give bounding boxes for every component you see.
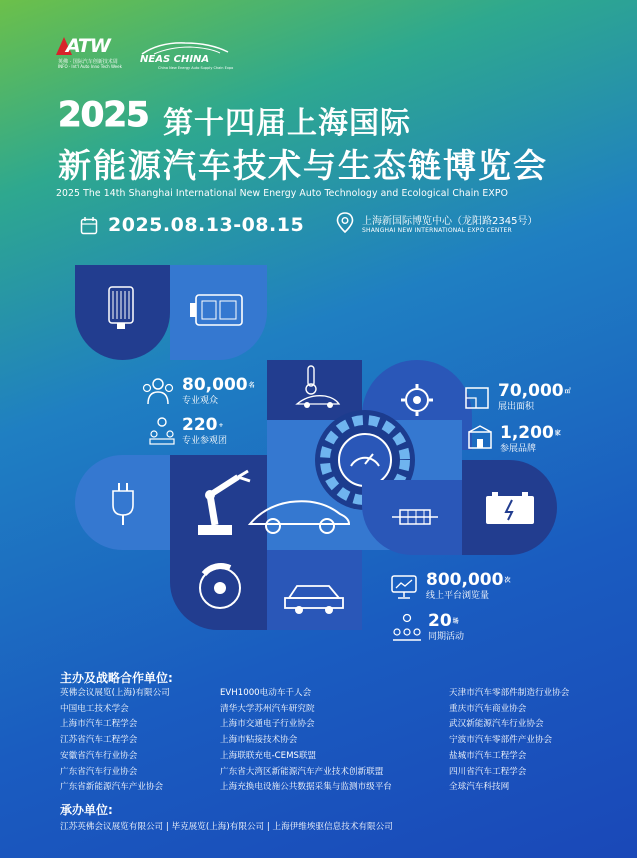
atw-logo-sub-en: INFO · Int'l Auto Inno Tech Week — [58, 64, 122, 69]
area-icon — [462, 382, 492, 412]
events-value: 20 — [428, 611, 452, 631]
stat-brands — [466, 424, 561, 455]
plug-icon — [75, 455, 170, 550]
atw-logo — [56, 37, 128, 69]
neas-china-logo — [140, 40, 234, 70]
organizer-item: 重庆市汽车商业协会 — [449, 703, 527, 714]
car-icon — [267, 550, 362, 630]
area-label: 展出面积 — [498, 402, 535, 412]
tile-motor — [75, 265, 170, 360]
organizer-item: 上海市交通电子行业协会 — [220, 719, 315, 730]
organizer-item: 广东省新能源汽车产业协会 — [60, 782, 164, 793]
visitors-label: 专业观众 — [182, 396, 219, 406]
organizer-item: 上海市粘接技术协会 — [220, 735, 298, 746]
subtitle-en: 2025 The 14th Shanghai International New Energy Auto Technology and Ecological Chain EXPO — [56, 188, 508, 199]
organizer-item: EVH1000电动车千人会 — [220, 688, 312, 698]
online-value: 800,000 — [426, 570, 504, 590]
motor-icon — [75, 265, 170, 360]
organizer-item: 盐城市汽车工程学会 — [449, 750, 527, 761]
stat-delegations — [148, 416, 227, 447]
delegations-label: 专业参观团 — [182, 436, 228, 446]
organizer-item: 武汉新能源汽车行业协会 — [449, 719, 544, 730]
tile-battery — [462, 460, 557, 555]
visitors-value: 80,000 — [182, 375, 248, 395]
organizer-item: 上海联联充电-CEMS联盟 — [220, 750, 317, 761]
visitors-unit: 名 — [248, 382, 255, 389]
meeting-icon — [392, 612, 422, 642]
atw-logo-text: ATW — [66, 35, 110, 57]
organizer-item: 中国电工技术学会 — [60, 703, 129, 714]
organizer-item: 广东省汽车行业协会 — [60, 766, 138, 777]
co-organizers-list: 江苏英佛会议展览有限公司 | 毕克展览(上海)有限公司 | 上海伊维埃驱信息技术有限公司 — [60, 822, 393, 832]
organizer-item: 四川省汽车工程学会 — [449, 766, 527, 777]
brands-label: 参展品牌 — [500, 444, 537, 454]
title-year: 2025 — [58, 95, 149, 135]
organizer-item: 广东省大湾区新能源汽车产业技术创新联盟 — [220, 766, 384, 777]
stat-area — [462, 382, 571, 413]
online-label: 线上平台浏览量 — [426, 591, 490, 601]
brake-disc-icon — [170, 550, 267, 630]
brands-value: 1,200 — [500, 423, 554, 443]
organizers-col1 — [60, 686, 170, 796]
delegations-value: 220 — [182, 415, 218, 435]
online-icon — [390, 571, 420, 601]
organizer-item: 全球汽车科技网 — [449, 782, 510, 793]
car-body-icon — [245, 488, 355, 538]
tile-brake — [170, 550, 267, 630]
battery-pack-icon — [170, 265, 267, 360]
organizer-item: 上海市汽车工程学会 — [60, 719, 138, 730]
organizer-item: 宁波市汽车零部件产业协会 — [449, 735, 553, 746]
tile-plug — [75, 455, 170, 550]
online-unit: 次 — [504, 577, 511, 584]
calendar-icon — [80, 216, 98, 235]
location-pin-icon — [336, 212, 354, 234]
organizer-item: 江苏省汽车工程学会 — [60, 735, 138, 746]
people-icon — [140, 376, 176, 406]
atw-logo-sub: 英佛 · 国际汽车创新技术周 — [58, 59, 118, 65]
stat-online — [390, 571, 510, 602]
organizer-item: 安徽省汽车行业协会 — [60, 750, 138, 761]
venue-cn: 上海新国际博览中心（龙阳路2345号） — [362, 216, 538, 227]
stat-visitors — [140, 376, 255, 407]
booth-icon — [466, 424, 494, 452]
co-organizers-title: 承办单位: — [60, 803, 113, 817]
event-date: 2025.08.13-08.15 — [108, 214, 305, 236]
area-unit: ㎡ — [564, 388, 571, 395]
title-line2: 新能源汽车技术与生态链博览会 — [58, 146, 548, 185]
neas-logo-sub: China New Energy Auto Supply Chain Expo — [158, 66, 234, 70]
tile-car — [267, 550, 362, 630]
title-line1: 第十四届上海国际 — [163, 106, 411, 141]
battery-icon — [462, 460, 557, 555]
organizers-col2 — [220, 686, 392, 796]
venue-en: SHANGHAI NEW INTERNATIONAL EXPO CENTER — [362, 227, 512, 234]
organizer-item: 天津市汽车零部件制造行业协会 — [449, 688, 570, 698]
area-value: 70,000 — [498, 381, 564, 401]
organizers-title: 主办及战略合作单位: — [60, 671, 173, 685]
stat-events — [392, 612, 464, 643]
organizer-item: 上海充换电设施公共数据采集与监测市级平台 — [220, 782, 392, 793]
events-unit: 场 — [452, 618, 459, 625]
tile-battery-pack — [170, 265, 267, 360]
date-row — [80, 212, 304, 238]
organizer-item: 清华大学苏州汽车研究院 — [220, 703, 315, 714]
organizers-col3 — [449, 686, 569, 796]
events-label: 同期活动 — [428, 632, 465, 642]
venue-row — [336, 212, 537, 234]
brands-unit: 家 — [554, 430, 561, 437]
neas-logo-text: NEAS CHINA — [140, 54, 210, 65]
delegations-unit: + — [218, 422, 224, 429]
organizer-item: 英佛会议展览(上海)有限公司 — [60, 688, 170, 698]
presenter-icon — [148, 416, 176, 446]
